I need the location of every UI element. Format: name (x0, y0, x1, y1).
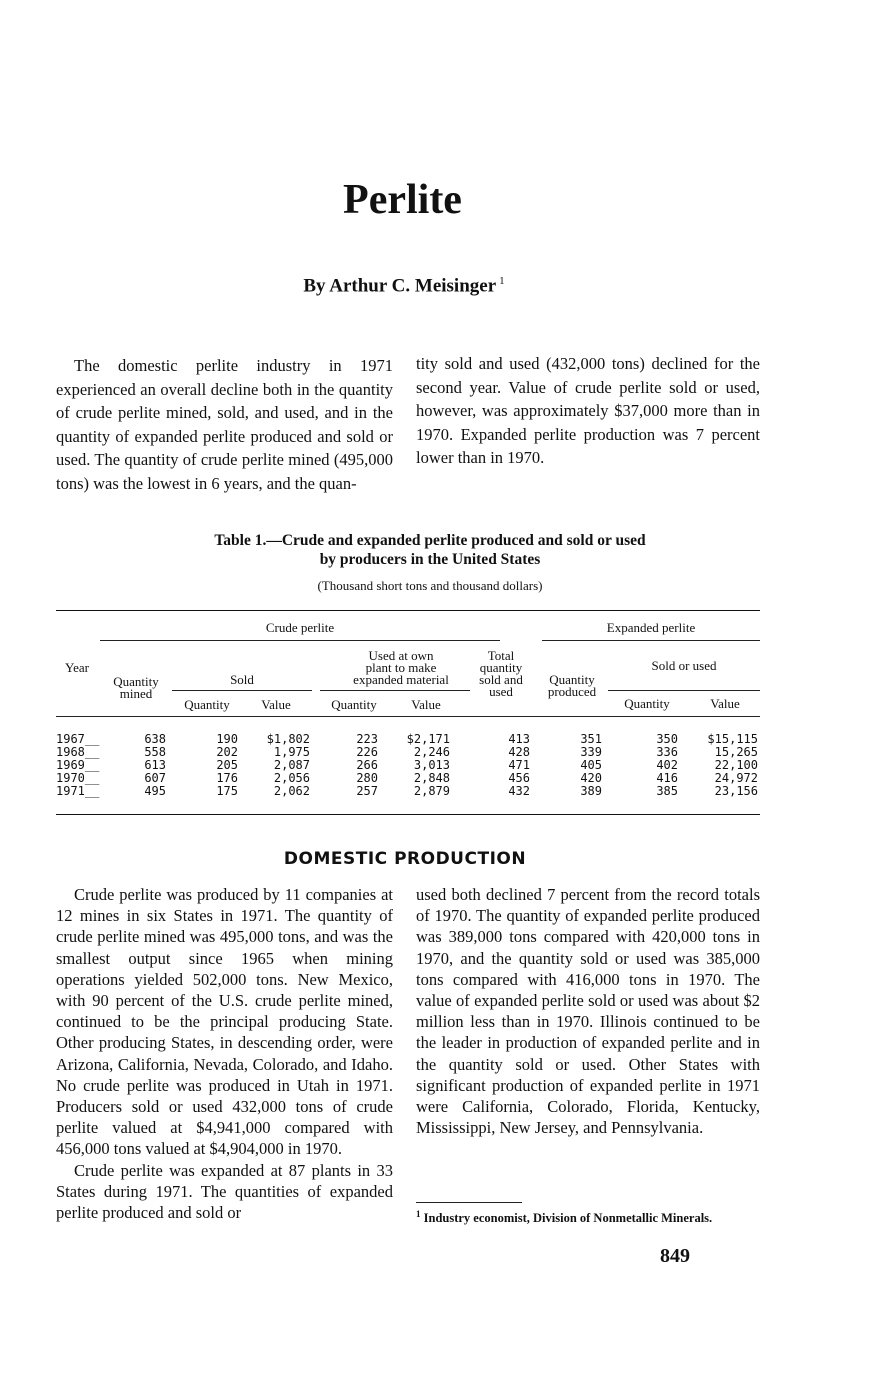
header-used-own-plant: Used at own plant to make expanded material (353, 648, 449, 687)
table-caption-line-1: Table 1.—Crude and expanded perlite produced and sold or used (214, 532, 646, 549)
header-sold-or-used: Sold or used (651, 658, 717, 673)
table-caption-line-2: by producers in the United States (319, 551, 541, 568)
header-expanded-quantity: Quantity (624, 696, 670, 711)
header-expanded-perlite: Expanded perlite (606, 620, 696, 635)
table-bottom-rule (56, 814, 760, 815)
header-sold-value: Value (261, 697, 291, 712)
header-used-value: Value (411, 697, 441, 712)
table-subcaption: (Thousand short tons and thousand dollars) (317, 578, 543, 593)
rule-used (320, 690, 470, 691)
body-left-column (56, 884, 393, 1223)
header-sold-quantity: Quantity (184, 697, 230, 712)
author-name: By Arthur C. Meisinger (303, 275, 497, 297)
footnote-rule (416, 1202, 522, 1203)
intro-right-column (416, 352, 760, 470)
header-year: Year (65, 660, 89, 675)
rule-sold-or-used (608, 690, 760, 691)
header-quantity-mined: Quantity mined (113, 674, 159, 701)
body-paragraph: Crude perlite was produced by 11 companies at 12 mines in six States in 1971. The quantity of crude perlite mined was 495,000 tons, and was the smallest output since 1965 when mining operations yielded 502,000 tons. New Mexico, with 90 percent of the U.S. crude perlite mined, continued to be the principal producing State. Other producing States, in descending order, were Arizona, California, Nevada, Colorado, and Idaho. No crude perlite was produced in Utah in 1971. Producers sold or used 432,000 tons of crude perlite valued at $4,941,000 compared with 456,000 tons valued at $4,904,000 in 1970. (56, 885, 393, 1159)
header-crude-perlite: Crude perlite (265, 620, 335, 635)
footnote-mark: 1 (416, 1209, 421, 1219)
header-sold: Sold (230, 672, 254, 687)
body-paragraph: used both declined 7 percent from the record totals of 1970. The quantity of expanded perlite produced was 389,000 tons compared with 420,000 tons in 1970, and the quantity sold or used was 385,000 tons compared with 416,000 tons in 1970. The value of expanded perlite sold or used was about $2 million less than in 1970. Illinois continued to be the leader in production of expanded perlite and in the quantity sold or used. Other States with significant production of expanded perlite in 1971 were California, Colorado, Florida, Kentucky, Mississippi, New Jersey, and Pennsylvania. (416, 885, 760, 1138)
page-number: 849 (660, 1245, 690, 1267)
header-bottom-rule (56, 716, 760, 717)
header-expanded-value: Value (710, 696, 740, 711)
section-heading: DOMESTIC PRODUCTION (283, 849, 527, 869)
header-used-quantity: Quantity (331, 697, 377, 712)
byline (0, 275, 808, 297)
intro-paragraph-right: tity sold and used (432,000 tons) declined for the second year. Value of crude perlite sold or used, however, was approximately $37,000 more than in 1970. Expanded perlite production was 7 percent lower than in 1970. (416, 354, 760, 467)
body-right-column (416, 884, 760, 1138)
rule-crude (100, 640, 500, 641)
table-caption (160, 531, 700, 569)
byline-footnote-mark: 1 (499, 275, 505, 287)
intro-left-column (56, 354, 393, 495)
footnote (416, 1207, 760, 1225)
body-paragraph: Crude perlite was expanded at 87 plants in 33 States during 1971. The quantities of expanded perlite produced and sold or (56, 1160, 393, 1223)
page-title: Perlite (343, 177, 462, 223)
rule-sold (172, 690, 312, 691)
table-top-rule (56, 610, 760, 611)
intro-paragraph-left: The domestic perlite industry in 1971 experienced an overall decline both in the quantity of crude perlite mined, sold, and used, and in the quantity of expanded perlite produced and sold or used. The quantity of crude perlite mined (495,000 tons) was the lowest in 6 years, and the quan- (56, 356, 393, 493)
header-quantity-produced: Quantity produced (547, 672, 597, 699)
footnote-text: Industry economist, Division of Nonmetallic Minerals. (423, 1211, 713, 1226)
header-total: Total quantity sold and used (479, 648, 523, 699)
rule-expanded (542, 640, 760, 641)
